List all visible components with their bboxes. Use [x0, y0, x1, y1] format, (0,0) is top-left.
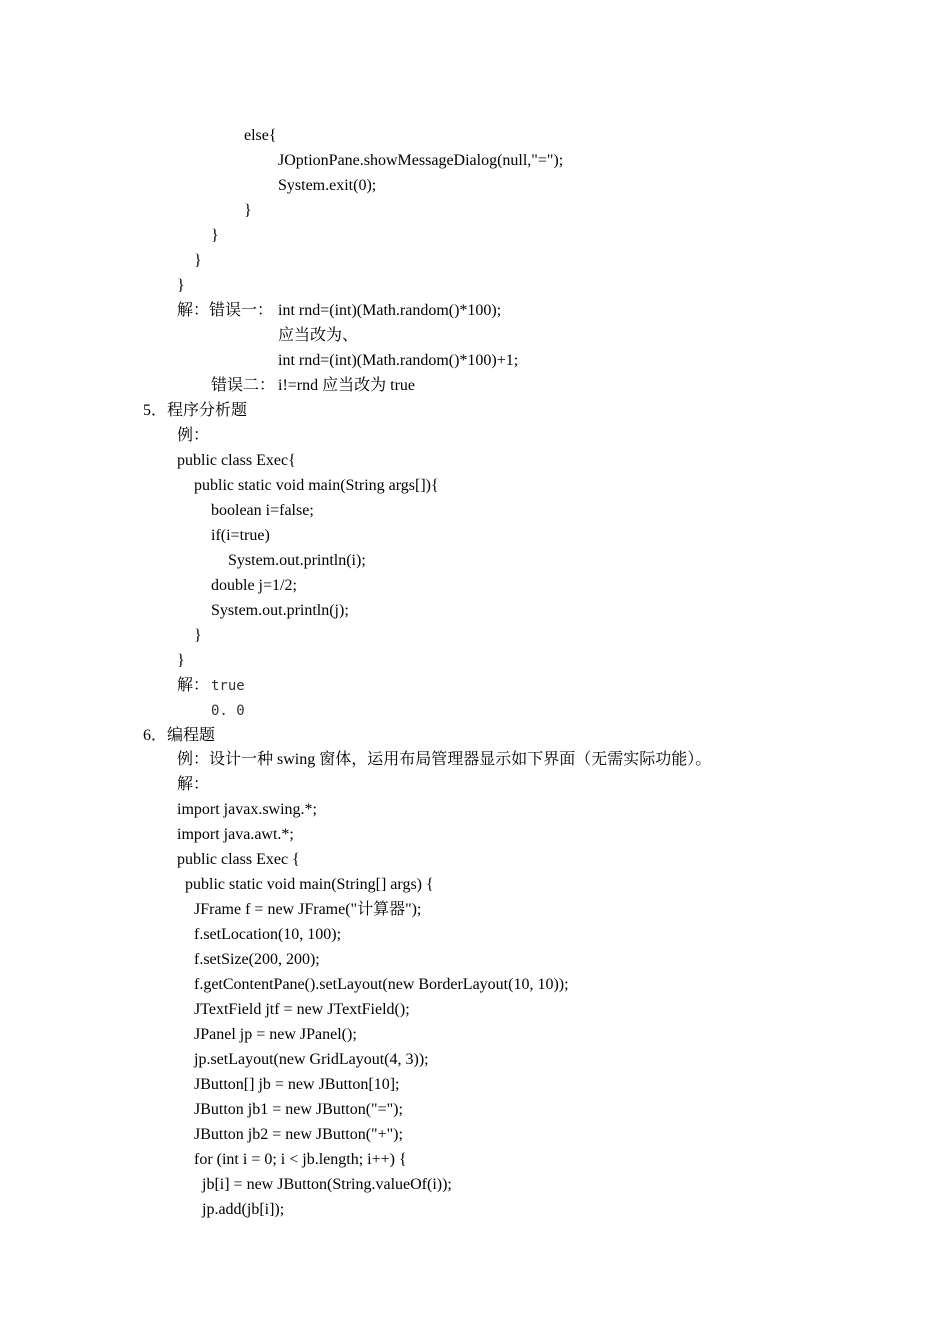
code-line: jp.setLayout(new GridLayout(4, 3)); — [194, 1051, 429, 1068]
answer-label: 错误二： — [211, 377, 276, 394]
text-line: 应当改为、 — [278, 327, 359, 344]
code-line: import java.awt.*; — [177, 826, 294, 843]
code-line: } — [194, 252, 202, 269]
code-line: } — [194, 627, 202, 644]
code-line: public static void main(String args[]){ — [194, 477, 439, 494]
code-line: JOptionPane.showMessageDialog(null,"="); — [278, 152, 564, 169]
code-line: JTextField jtf = new JTextField(); — [194, 1001, 410, 1018]
code-line: System.exit(0); — [278, 177, 377, 194]
code-line: import javax.swing.*; — [177, 801, 317, 818]
section-heading: 6．编程题 — [143, 727, 216, 744]
code-line: } — [177, 277, 185, 294]
code-line: public class Exec { — [177, 851, 300, 868]
answer-label: 解： — [177, 776, 210, 793]
example-text: 例：设计一种 swing 窗体，运用布局管理器显示如下界面（无需实际功能）。 — [177, 751, 712, 768]
code-line: jb[i] = new JButton(String.valueOf(i)); — [202, 1176, 452, 1193]
code-line: JButton jb2 = new JButton("+"); — [194, 1126, 403, 1143]
code-line: if(i=true) — [211, 527, 270, 544]
code-line: JPanel jp = new JPanel(); — [194, 1026, 357, 1043]
code-line: for (int i = 0; i < jb.length; i++) { — [194, 1151, 407, 1168]
code-line: f.getContentPane().setLayout(new BorderLayout(10, 10)); — [194, 976, 569, 993]
code-line: JButton jb1 = new JButton("="); — [194, 1101, 403, 1118]
section-heading: 5．程序分析题 — [143, 402, 248, 419]
code-line: System.out.println(i); — [228, 552, 366, 569]
answer-label: 解： — [177, 677, 210, 694]
code-line: } — [177, 652, 185, 669]
code-line: f.setSize(200, 200); — [194, 951, 320, 968]
example-label: 例： — [177, 427, 210, 444]
answer-label: 解：错误一： — [177, 302, 274, 319]
code-line: jp.add(jb[i]); — [202, 1201, 285, 1218]
code-line: boolean i=false; — [211, 502, 314, 519]
code-line: public static void main(String[] args) { — [185, 876, 434, 893]
code-line: } — [211, 227, 219, 244]
code-line: JFrame f = new JFrame("计算器"); — [194, 901, 422, 918]
code-line: JButton[] jb = new JButton[10]; — [194, 1076, 400, 1093]
code-line: int rnd=(int)(Math.random()*100); — [278, 302, 502, 319]
code-line: else{ — [244, 127, 277, 144]
code-line: f.setLocation(10, 100); — [194, 926, 342, 943]
output-line: 0. 0 — [211, 703, 245, 719]
code-line: double j=1/2; — [211, 577, 297, 594]
code-line: System.out.println(j); — [211, 602, 349, 619]
code-line: int rnd=(int)(Math.random()*100)+1; — [278, 352, 519, 369]
text-line: i!=rnd 应当改为 true — [278, 377, 416, 394]
code-line: public class Exec{ — [177, 452, 296, 469]
output-line: true — [211, 678, 245, 694]
code-line: } — [244, 202, 252, 219]
